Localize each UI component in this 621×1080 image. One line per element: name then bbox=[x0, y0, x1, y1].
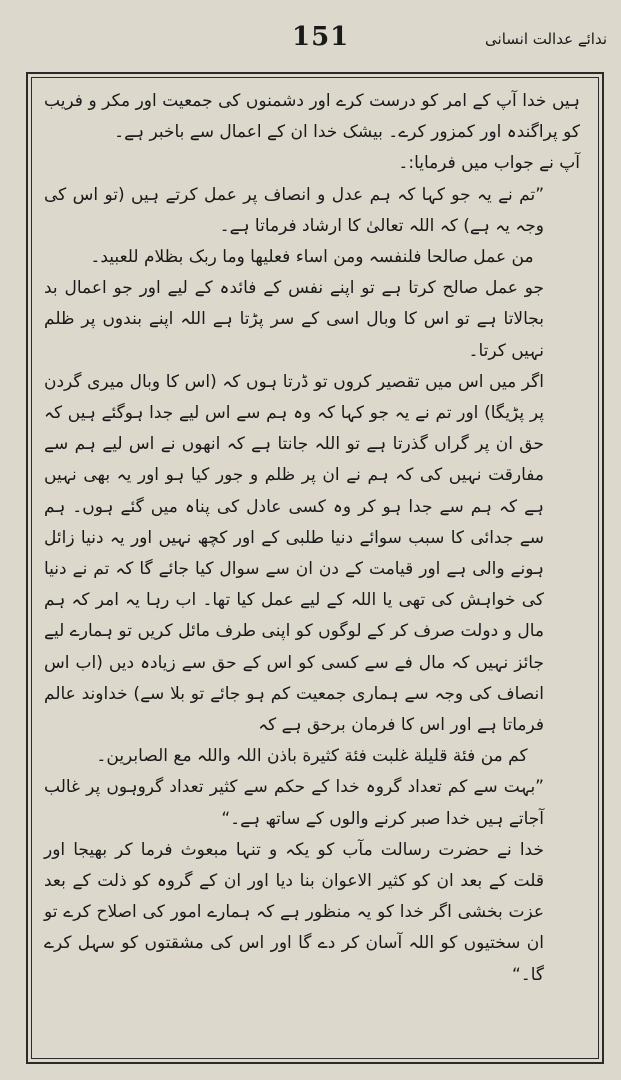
running-title: ندائے عدالت انسانی bbox=[485, 30, 607, 48]
body-text bbox=[44, 86, 580, 991]
quranic-verse: کم من فئة قلیلة غلبت فئة کثیرة باذن اللہ واللہ مع الصابرین۔ bbox=[96, 746, 528, 767]
paragraph: جو عمل صالح کرتا ہے تو اپنے نفس کے فائدہ کے لیے اور جو اعمال بد بجالاتا ہے تو اس کا وبال اسی کے سر پڑتا ہے اللہ اپنے بندوں پر ظلم نہیں کرتا۔ bbox=[44, 278, 544, 361]
paragraph: اگر میں اس میں تقصیر کروں تو ڈرتا ہوں کہ (اس کا وبال میری گردن پر پڑیگا) اور تم نے یہ جو کہا کہ وہ ہم سے اس لیے جدا ہوگئے ہیں کہ حق ان پر گراں گذرتا ہے تو اللہ جانتا ہے کہ انھوں نے اس لیے ہم سے مفارقت نہیں کی کہ ہم نے ان پر ظلم و جور کیا ہو اور یہ بھی نہیں ہے کہ ہم سے جدا ہو کر وہ کسی عادل کی پناہ میں گئے ہوں۔ ہم سے جدائی کا سبب سوائے دنیا طلبی کے اور کچھ نہیں اور یہ دنیا زائل ہونے والی ہے اور قیامت کے دن ان سے سوال کیا جائے گا کہ تم نے دنیا کی خواہش کی تھی یا اللہ کے لیے عمل کیا تھا۔ اب رہا یہ امر کہ ہم مال و دولت صرف کر کے لوگوں کو اپنی طرف مائل کریں تو ہمارے لیے جائز نہیں کہ مال فے سے کسی کو اس کے حق سے زیادہ دیں (اب اس انصاف کی وجہ سے ہماری جمعیت کم ہو جائے تو بلا سے) خداوند عالم فرماتا ہے اور اس کا فرمان برحق ہے کہ bbox=[44, 371, 544, 736]
page-number: 151 bbox=[292, 22, 350, 52]
quranic-verse: من عمل صالحا فلنفسہ ومن اساء فعلیها وما ربک بظلام للعبید۔ bbox=[90, 247, 534, 268]
paragraph: ”بہت سے کم تعداد گروہ خدا کے حکم سے کثیر تعداد گروہوں پر غالب آجاتے ہیں خدا صبر کرنے والوں کے ساتھ ہے۔“ bbox=[44, 777, 544, 829]
paragraph: ”تم نے یہ جو کہا کہ ہم عدل و انصاف پر عمل کرتے ہیں (تو اس کی وجہ یہ ہے) کہ اللہ تعالیٰ کا ارشاد فرماتا ہے۔ bbox=[44, 184, 544, 236]
paragraph: ہیں خدا آپ کے امر کو درست کرے اور دشمنوں کی جمعیت اور مکر و فریب کو پراگندہ اور کمزور کرے۔ بیشک خدا ان کے اعمال سے باخبر ہے۔ bbox=[44, 91, 580, 143]
paragraph: آپ نے جواب میں فرمایا:۔ bbox=[398, 153, 580, 174]
paragraph: خدا نے حضرت رسالت مآب کو یکہ و تنہا مبعوث فرما کر بھیجا اور قلت کے بعد ان کو کثیر الاعوان بنا دیا اور ان کے گروہ کو ذلت کے بعد عزت بخشی اگر خدا کو یہ منظور ہے کہ ہمارے امور کی اصلاح کرے تو ان سختیوں کو اللہ آسان کر دے گا اور اس کی مشقتوں کو سہل کرے گا۔“ bbox=[44, 839, 544, 985]
